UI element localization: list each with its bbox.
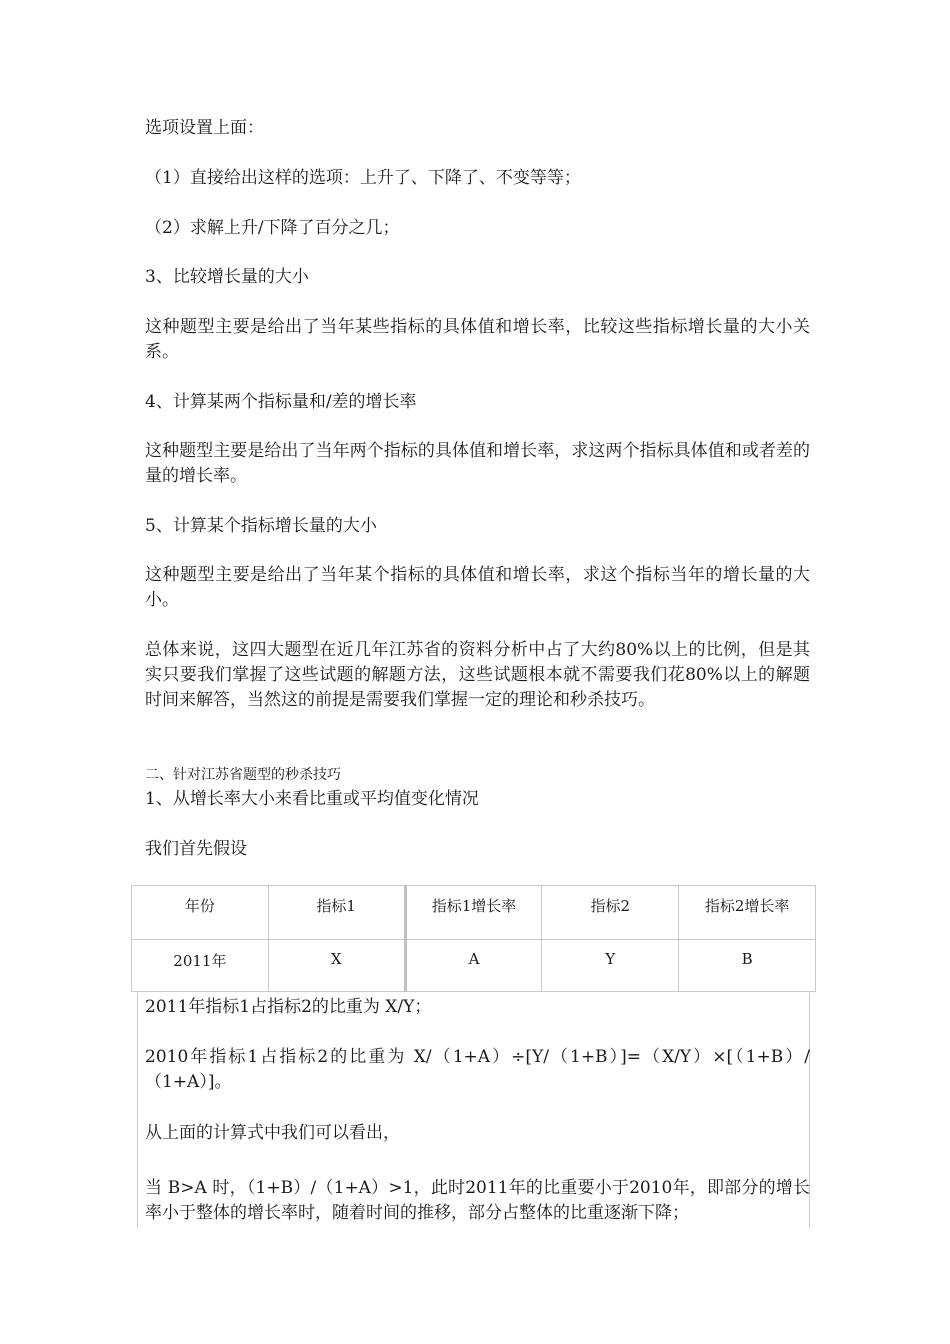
section-heading-2: 二、针对江苏省题型的秒杀技巧 — [145, 767, 341, 783]
table-header-cell: 指标2 — [542, 886, 679, 940]
paragraph-assume: 我们首先假设 — [145, 839, 247, 859]
paragraph-3-body: 这种题型主要是给出了当年某些指标的具体值和增长率，比较这些指标增长量的大小关系。 — [145, 317, 810, 362]
paragraph-2010-ratio: 2010年指标1占指标2的比重为 X/（1+A）÷[Y/（1+B）]=（X/Y）×[（1+B）/（1+A）]。 — [145, 1047, 810, 1092]
paragraph-observe: 从上面的计算式中我们可以看出， — [145, 1123, 400, 1143]
table-header-cell: 指标2增长率 — [679, 886, 816, 940]
paragraph-summary: 总体来说，这四大题型在近几年江苏省的资料分析中占了大约80%以上的比例，但是其实只要我们掌握了这些试题的解题方法，这些试题根本就不需要我们花80%以上的解题时间来解答，当然这的前提是需要我们掌握一定的理论和秒杀技巧。 — [145, 640, 810, 710]
subheading-1: 1、从增长率大小来看比重或平均值变化情况 — [145, 789, 479, 809]
table-cell: A — [405, 940, 542, 992]
table-header-cell: 指标1增长率 — [405, 886, 542, 940]
paragraph-option-1: （1）直接给出这样的选项：上升了、下降了、不变等等； — [145, 168, 581, 188]
heading-3: 3、比较增长量的大小 — [145, 267, 309, 287]
table-cell: Y — [542, 940, 679, 992]
data-table — [131, 885, 816, 992]
paragraph-2011-ratio: 2011年指标1占指标2的比重为 X/Y； — [145, 997, 432, 1017]
paragraph-4-body: 这种题型主要是给出了当年两个指标的具体值和增长率，求这两个指标具体值和或者差的量的增长率。 — [145, 441, 810, 486]
paragraph-options-setup: 选项设置上面： — [145, 118, 264, 138]
paragraph-option-2: （2）求解上升/下降了百分之几； — [145, 218, 400, 238]
table-cell: 2011年 — [132, 940, 269, 992]
box-border-left — [137, 993, 138, 1228]
table-row — [132, 940, 816, 992]
paragraph-5-body: 这种题型主要是给出了当年某个指标的具体值和增长率，求这个指标当年的增长量的大小。 — [145, 565, 810, 610]
table-header-row — [132, 886, 816, 940]
heading-5: 5、计算某个指标增长量的大小 — [145, 516, 377, 536]
heading-4: 4、计算某两个指标量和/差的增长率 — [145, 392, 417, 412]
table-cell: X — [268, 940, 405, 992]
table-cell: B — [679, 940, 816, 992]
table-header-cell: 年份 — [132, 886, 269, 940]
paragraph-conclusion: 当 B>A 时，（1+B）/（1+A）>1，此时2011年的比重要小于2010年，即部分的增长率小于整体的增长率时，随着时间的推移，部分占整体的比重逐渐下降； — [145, 1178, 810, 1223]
table-header-cell: 指标1 — [268, 886, 405, 940]
